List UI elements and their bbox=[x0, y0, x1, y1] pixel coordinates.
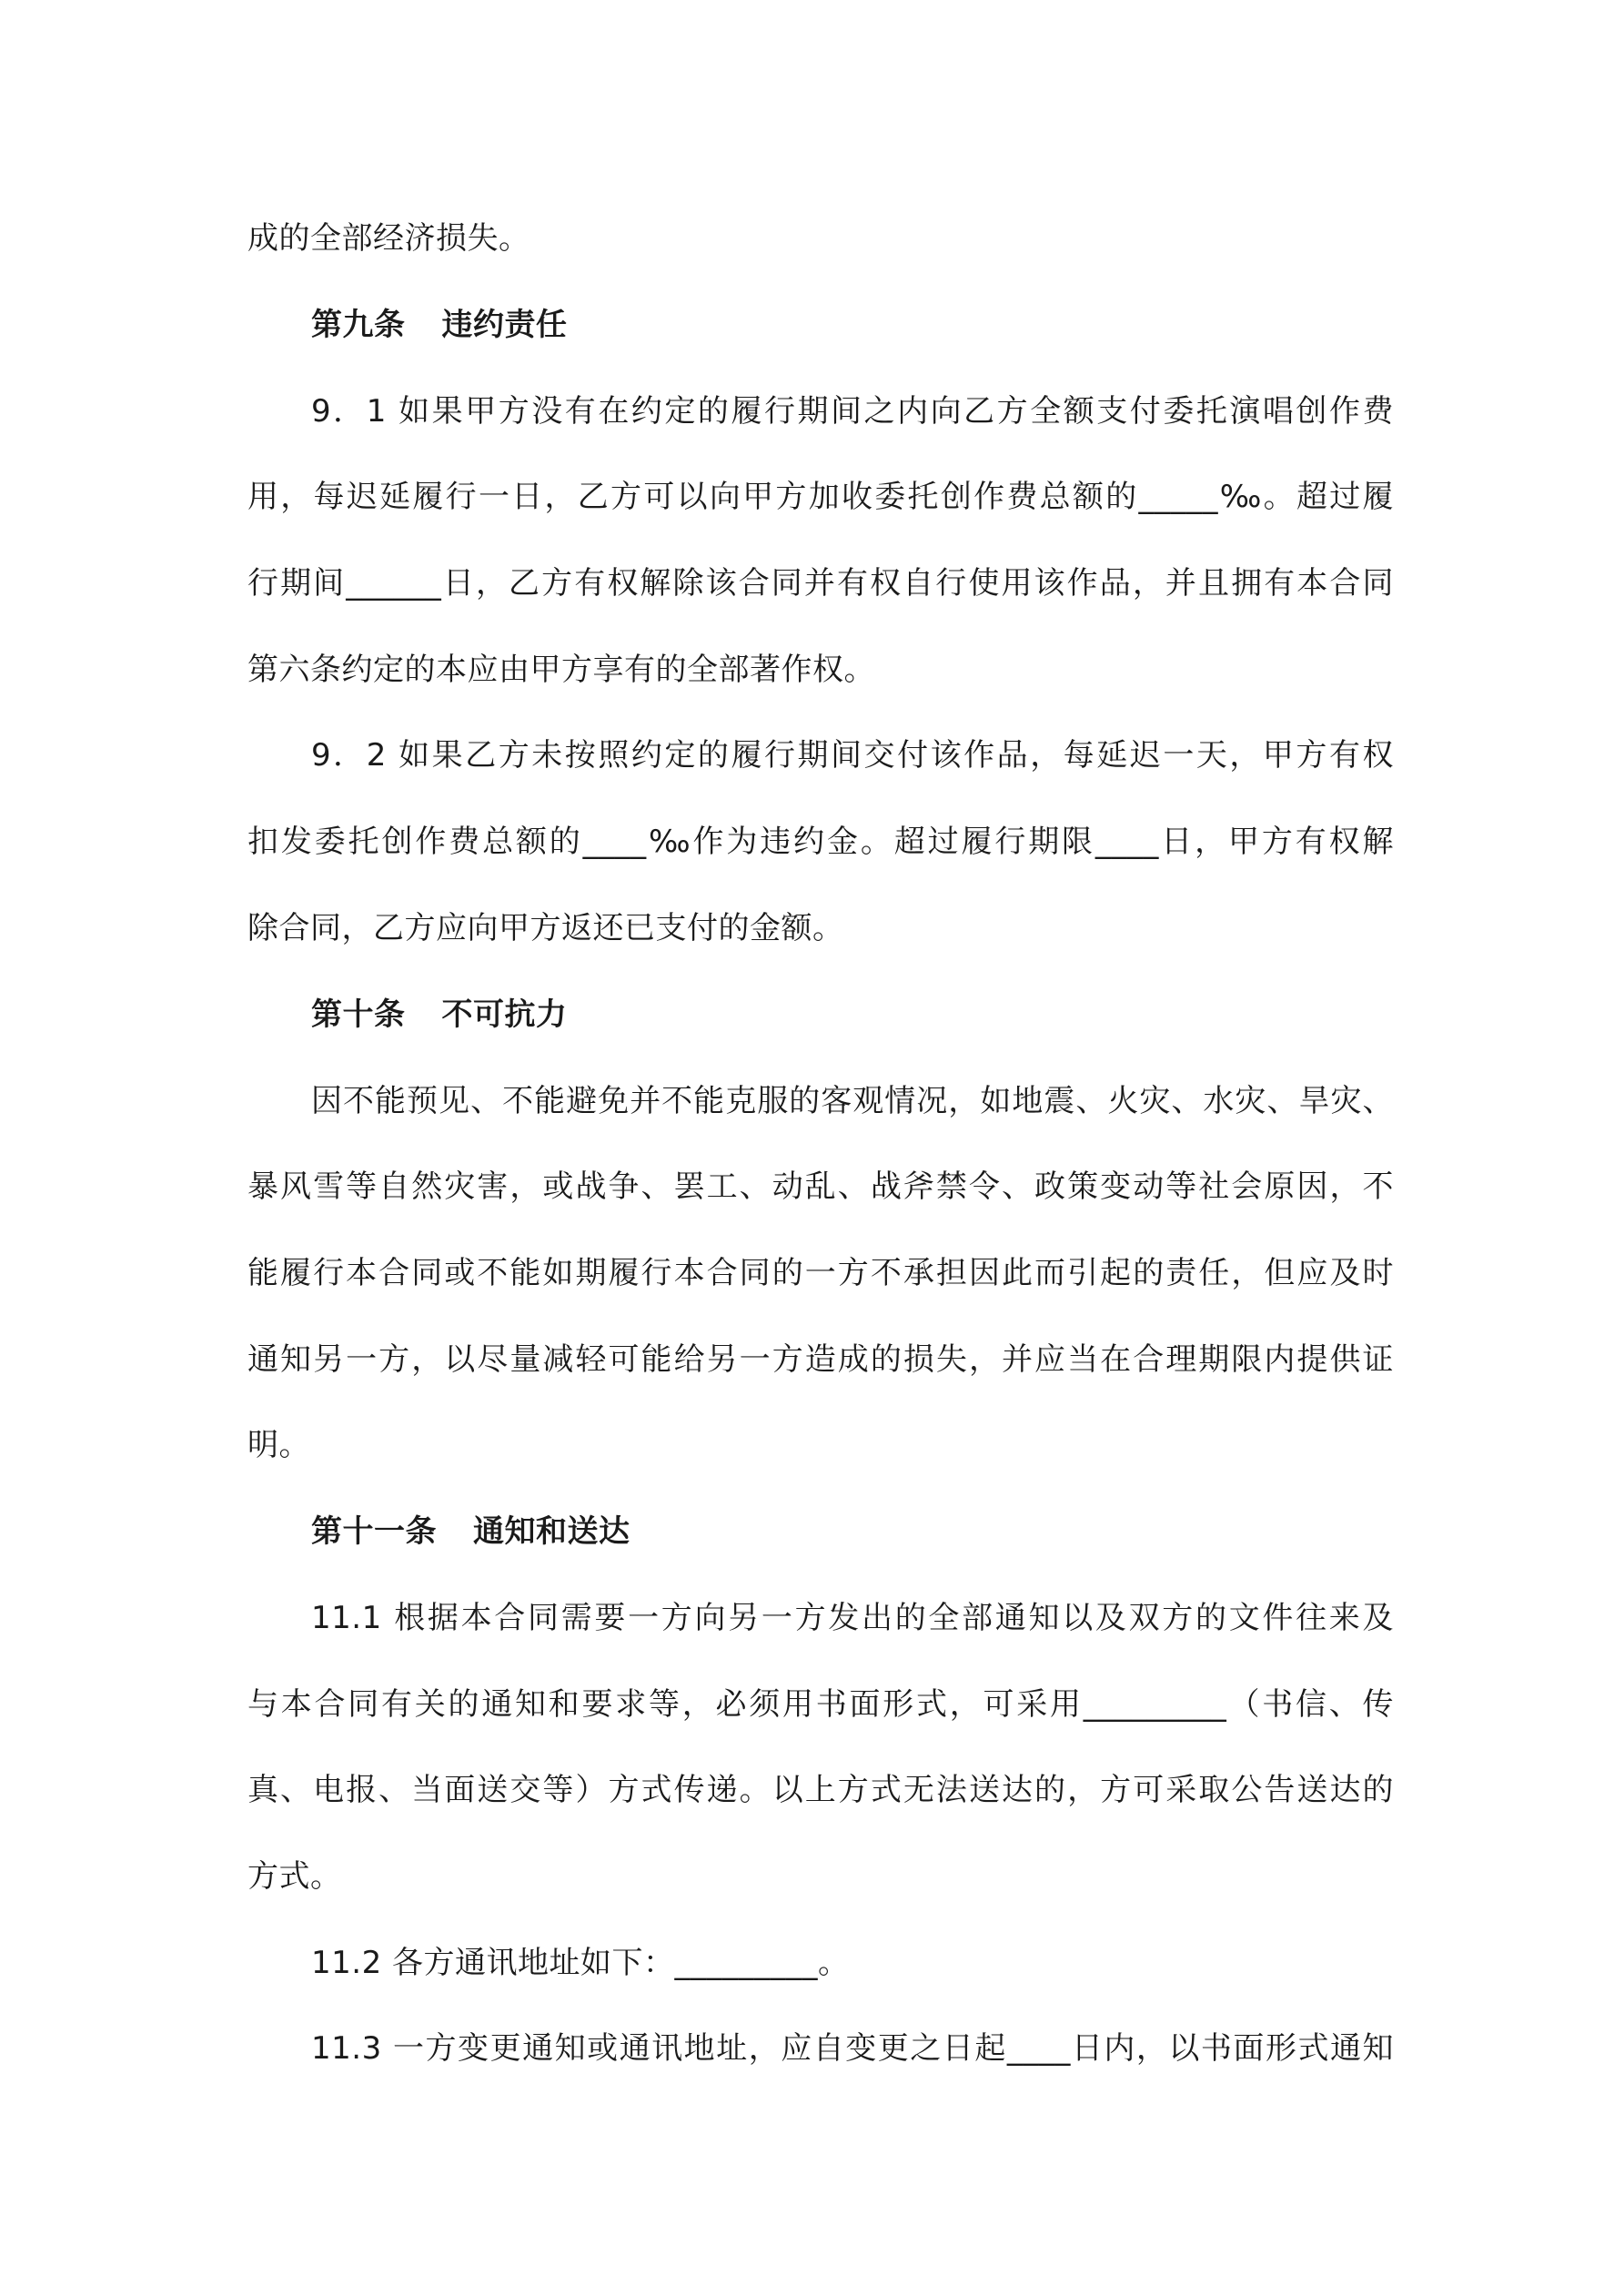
article-number: 第九条 bbox=[311, 307, 406, 343]
paragraph-line: 通知另一方，以尽量减轻可能给另一方造成的损失，并应当在合理期限内提供证 bbox=[247, 1341, 1394, 1378]
article-title: 不可抗力 bbox=[441, 996, 568, 1033]
paragraph-line: 暴风雪等自然灾害，或战争、罢工、动乱、战斧禁令、政策变动等社会原因，不 bbox=[247, 1168, 1394, 1205]
article-title: 通知和送达 bbox=[473, 1513, 630, 1550]
paragraph-line: 用，每迟延履行一日，乙方可以向甲方加收委托创作费总额的_____‰。超过履 bbox=[247, 479, 1394, 515]
paragraph-line: 9．1 如果甲方没有在约定的履行期间之内向乙方全额支付委托演唱创作费 bbox=[311, 393, 1394, 430]
paragraph-line: 11.2 各方通讯地址如下：_________。 bbox=[311, 1945, 850, 1981]
paragraph-line: 方式。 bbox=[247, 1858, 342, 1895]
paragraph-line: 扣发委托创作费总额的____‰作为违约金。超过履行期限____日，甲方有权解 bbox=[247, 824, 1394, 860]
paragraph-line: 能履行本合同或不能如期履行本合同的一方不承担因此而引起的责任，但应及时 bbox=[247, 1255, 1394, 1291]
paragraph-line: 11.3 一方变更通知或通讯地址，应自变更之日起____日内，以书面形式通知 bbox=[311, 2030, 1394, 2067]
article-10-heading bbox=[311, 993, 1394, 1037]
paragraph-line: 11.1 根据本合同需要一方向另一方发出的全部通知以及双方的文件往来及 bbox=[311, 1600, 1394, 1636]
article-11-heading bbox=[311, 1510, 1394, 1553]
article-9-heading bbox=[311, 303, 1394, 347]
paragraph-line: 与本合同有关的通知和要求等，必须用书面形式，可采用_________（书信、传 bbox=[247, 1686, 1394, 1723]
paragraph-line: 明。 bbox=[247, 1427, 310, 1463]
paragraph-line: 9．2 如果乙方未按照约定的履行期间交付该作品，每延迟一天，甲方有权 bbox=[311, 737, 1394, 774]
paragraph-line: 因不能预见、不能避免并不能克服的客观情况，如地震、火灾、水灾、旱灾、 bbox=[311, 1083, 1394, 1119]
paragraph-line: 第六条约定的本应由甲方享有的全部著作权。 bbox=[247, 652, 875, 688]
paragraph-line: 成的全部经济损失。 bbox=[247, 220, 530, 257]
article-number: 第十一条 bbox=[311, 1513, 437, 1550]
article-title: 违约责任 bbox=[441, 307, 568, 343]
paragraph-line: 真、电报、当面送交等）方式传递。以上方式无法送达的，方可采取公告送达的 bbox=[247, 1772, 1394, 1808]
paragraph-line: 行期间______日，乙方有权解除该合同并有权自行使用该作品，并且拥有本合同 bbox=[247, 565, 1394, 602]
paragraph-line: 除合同，乙方应向甲方返还已支付的金额。 bbox=[247, 910, 844, 946]
article-number: 第十条 bbox=[311, 996, 406, 1033]
